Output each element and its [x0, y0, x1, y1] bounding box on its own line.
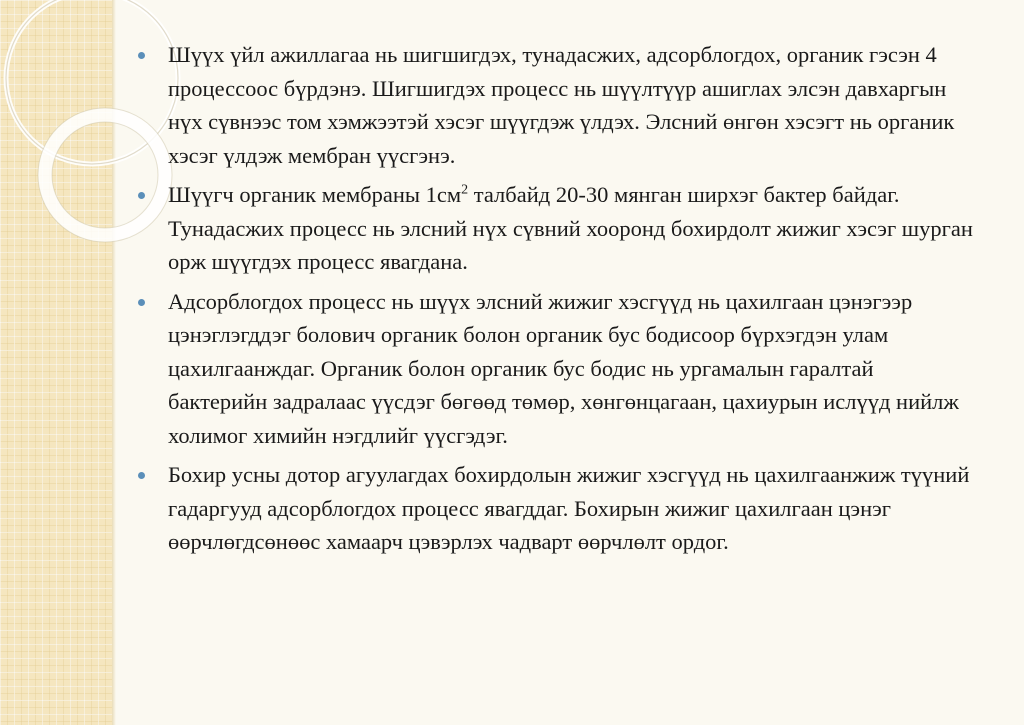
bullet-dot-icon: [138, 472, 145, 479]
superscript-2: 2: [461, 182, 469, 198]
bullet-dot-icon: [138, 299, 145, 306]
slide-content: [138, 38, 978, 565]
bullet-text: Адсорблогдох процесс нь шүүх элсний жижиг хэсгүүд нь цахилгаан цэнэгээр цэнэглэгддэг болович органик болон органик бус бодисоор бүрхэгдэн улам цахилгаанждаг. Органик болон органик бус бодис нь ургамалын гаралтай бактерийн задралаас үүсдэг бөгөөд төмөр, хөнгөнцагаан, цахиурын ислүүд нийлж холимог химийн нэгдлийг үүсгэдэг.: [168, 288, 959, 448]
bullet-item-wastewater-particles: [138, 458, 978, 559]
bullet-dot-icon: [138, 192, 145, 199]
bullet-item-filtration-processes: [138, 38, 978, 172]
bullet-dot-icon: [138, 52, 145, 59]
bullet-text-before: Шүүгч органик мембраны 1см: [168, 182, 462, 207]
bullet-list: [138, 38, 978, 559]
bullet-text: Шүүх үйл ажиллагаа нь шигшигдэх, тунадасжих, адсорблогдох, органик гэсэн 4 процессоос бүрдэнэ. Шигшигдэх процесс нь шүүлтүүр ашиглах элсэн давхаргын нүх сүвнээс том хэмжээтэй хэсэг шүүгдэж үлдэх. Элсний өнгөн хэсэгт нь органик хэсэг үлдэж мембран үүсгэнэ.: [168, 42, 955, 168]
bullet-text-after: талбайд 20-30 мянган ширхэг бактер байдаг. Тунадасжих процесс нь элсний нүх сүвний хооронд бохирдолт жижиг хэсэг шурган орж шүүгдэх процесс явагдана.: [168, 182, 973, 274]
bullet-item-adsorption: [138, 285, 978, 453]
bullet-text: Бохир усны дотор агуулагдах бохирдолын жижиг хэсгүүд нь цахилгаанжиж түүний гадаргууд адсорблогдох процесс явагддаг. Бохирын жижиг цахилгаан цэнэг өөрчлөгдсөнөөс хамаарч цэвэрлэх чадварт өөрчлөлт ордог.: [168, 462, 970, 554]
bullet-item-organic-membrane: [138, 178, 978, 279]
